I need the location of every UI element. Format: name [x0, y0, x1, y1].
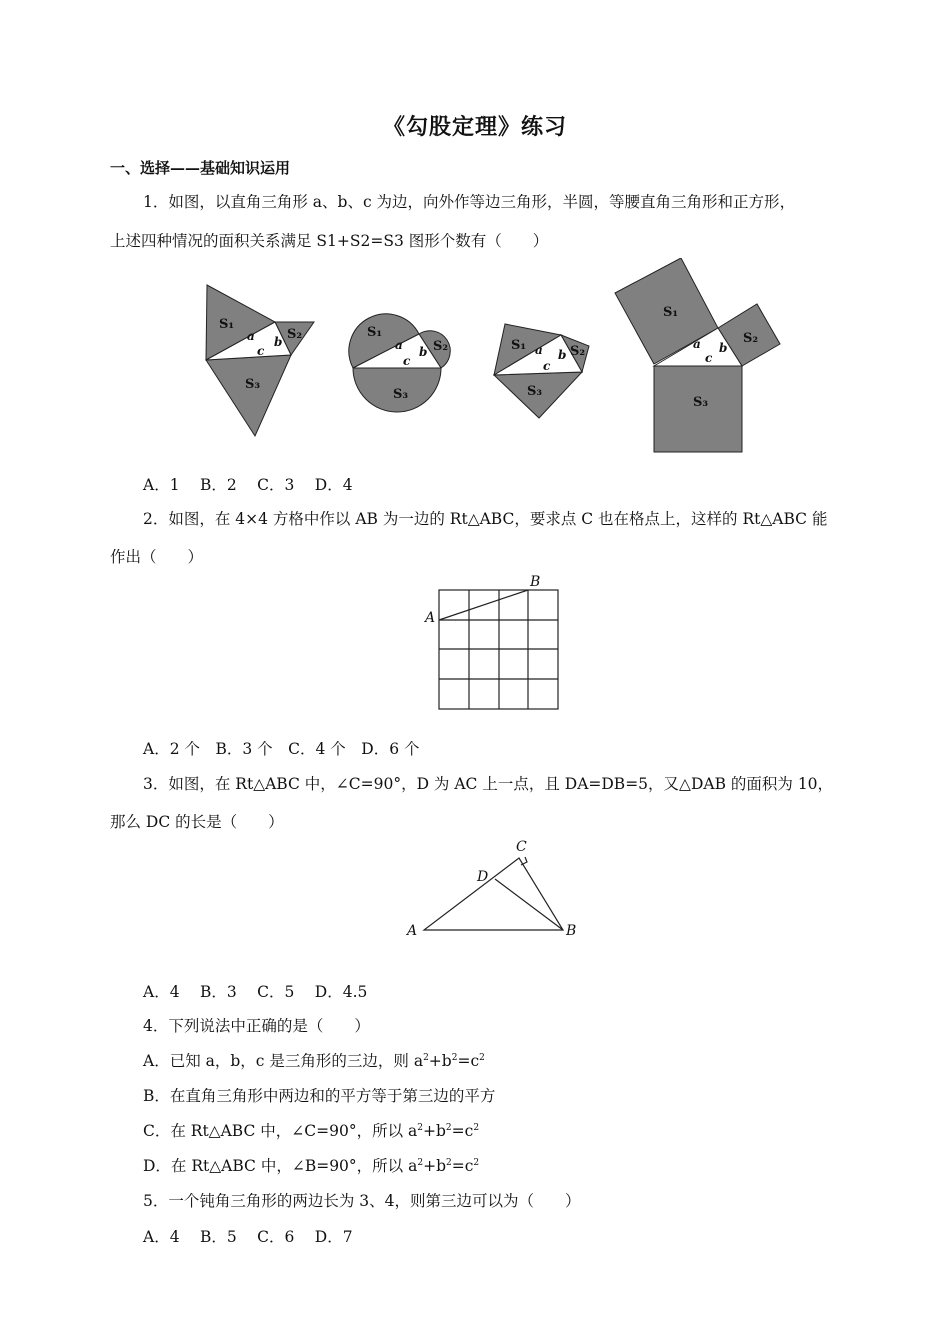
q4-option-a: A．已知 a，b，c 是三角形的三边，则 $a^2+b^2=c^2$ [143, 1052, 485, 1070]
fig4-s1-label: S₁ [663, 305, 679, 320]
q5-stem: 5．一个钝角三角形的两边长为 3、4，则第三边可以为（ ） [143, 1192, 581, 1210]
q3-point-a-label: A [407, 923, 418, 939]
fig3-b-label: b [558, 348, 567, 362]
q2-point-a-label: A [425, 610, 436, 626]
fig3-s2-label: S₂ [570, 344, 586, 359]
fig1-s3-label: S₃ [245, 377, 261, 392]
q4-stem: 4．下列说法中正确的是（ ） [143, 1017, 370, 1035]
fig1-a-label: a [247, 329, 255, 343]
q3-point-b-label: B [566, 923, 577, 939]
fig4-a-label: a [693, 337, 701, 351]
fig4-s2-label: S₂ [743, 331, 759, 346]
q1-options: A．1 B．2 C．3 D．4 [143, 476, 353, 494]
q2-point-b-label: B [530, 574, 541, 590]
page-title: 《勾股定理》练习 [382, 114, 567, 140]
fig4-s3-label: S₃ [693, 395, 709, 410]
fig3-a-label: a [535, 343, 543, 357]
q3-stem-line2: 那么 DC 的长是（ ） [110, 813, 284, 831]
q1-figure-isosceles [494, 324, 589, 418]
q4-option-c: C．在 Rt△ABC 中，∠C=90°，所以 $a^2+b^2=c^2$ [143, 1122, 480, 1140]
q3-point-c-label: C [516, 839, 527, 855]
q2-stem-line2: 作出（ ） [110, 548, 204, 566]
q1-figure-semicircles [349, 314, 450, 412]
q3-point-d-label: D [477, 869, 489, 885]
fig1-s1-label: S₁ [219, 317, 235, 332]
q3-triangle-figure [400, 835, 590, 940]
q4-option-d: D．在 Rt△ABC 中，∠B=90°，所以 $a^2+b^2=c^2$ [143, 1157, 480, 1175]
section-heading: 一、选择——基础知识运用 [110, 159, 291, 177]
fig4-c-label: c [705, 351, 713, 365]
fig2-a-label: a [395, 338, 403, 352]
fig1-s2-label: S₂ [287, 327, 303, 342]
q2-options: A．2 个 B．3 个 C．4 个 D．6 个 [143, 740, 420, 758]
q5-options: A．4 B．5 C．6 D．7 [143, 1228, 353, 1246]
q3-stem-line1: 3．如图，在 Rt△ABC 中，∠C=90°，D 为 AC 上一点，且 DA=DB=5，又△DAB 的面积为 10， [143, 775, 834, 793]
fig3-s1-label: S₁ [511, 338, 527, 353]
q1-figure-squares [615, 258, 780, 452]
fig2-b-label: b [419, 345, 428, 359]
fig3-c-label: c [543, 359, 551, 373]
q1-figures [195, 258, 795, 458]
fig2-s3-label: S₃ [393, 387, 409, 402]
fig4-b-label: b [719, 341, 728, 355]
fig1-b-label: b [274, 335, 283, 349]
fig2-c-label: c [403, 354, 411, 368]
fig1-c-label: c [257, 344, 265, 358]
fig3-s3-label: S₃ [527, 384, 543, 399]
q1-figure-triangles [206, 285, 314, 436]
q4-option-b: B．在直角三角形中两边和的平方等于第三边的平方 [143, 1087, 496, 1105]
q2-stem-line1: 2．如图，在 4×4 方格中作以 AB 为一边的 Rt△ABC，要求点 C 也在格点上，这样的 Rt△ABC 能 [143, 510, 828, 528]
q1-stem-line2: 上述四种情况的面积关系满足 S1+S2=S3 图形个数有（ ） [110, 232, 549, 250]
fig2-s1-label: S₁ [367, 325, 383, 340]
fig2-s2-label: S₂ [433, 339, 449, 354]
q3-options: A．4 B．3 C．5 D．4.5 [143, 983, 368, 1001]
q1-stem-line1: 1．如图，以直角三角形 a、b、c 为边，向外作等边三角形，半圆，等腰直角三角形和正方形， [143, 193, 796, 211]
q2-grid-figure [420, 568, 570, 714]
